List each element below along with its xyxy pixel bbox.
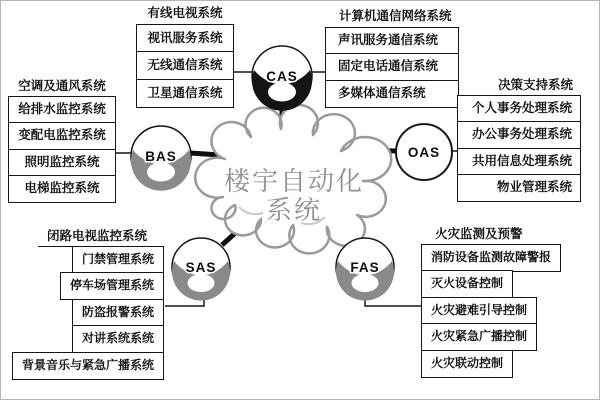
group-cas-left [136,4,234,108]
system-box: 共用信息处理系统 [457,148,581,176]
group-bas [8,77,116,203]
node-bas-label: BAS [145,149,177,164]
system-box: 火灾避难引导控制 [421,297,537,325]
system-box: 对讲系统系统 [72,325,164,353]
node-bas [131,126,191,191]
system-box: 办公事务处理系统 [457,121,581,149]
group-title: 空调及通风系统 [8,77,116,97]
system-box: 个人事务处理系统 [457,95,581,123]
node-fas-label: FAS [350,260,380,275]
system-box: 固定电话通信系统 [325,53,459,81]
system-box: 灭火设备控制 [421,270,513,298]
system-box: 消防设备监测故障警报 [421,244,561,272]
cloud-label [204,167,384,225]
bas-sphere-highlight [147,163,175,182]
system-box: 火灾联动控制 [421,350,513,378]
system-box: 视讯服务系统 [136,24,234,53]
fas-sphere-highlight [352,274,379,292]
node-sas [172,238,230,301]
group-fas [421,226,581,378]
system-box: 电梯监控系统 [8,175,116,203]
system-box: 背景音乐与紧急广播系统 [12,352,164,380]
system-box: 无线通信系统 [136,51,234,80]
node-cas-label: CAS [266,69,298,84]
system-box: 防盗报警系统 [72,299,164,327]
group-title: 闭路电视监控系统 [38,228,156,247]
node-sas-label: SAS [185,260,217,275]
system-box: 卫星通信系统 [136,79,234,108]
group-title: 有线电视系统 [136,4,234,25]
system-box: 停车场管理系统 [60,272,164,300]
node-fas [336,238,394,301]
system-box: 物业管理系统 [457,174,581,202]
cas-sphere-highlight [268,83,296,102]
system-box: 门禁管理系统 [72,246,164,274]
node-oas-label: OAS [407,145,441,160]
system-box: 火灾紧急广播控制 [421,323,537,351]
cloud-label-line1: 楼宇自动化 [223,167,364,196]
system-box: 多媒体通信系统 [325,80,459,108]
group-cas-right [325,7,459,108]
cloud-label-line2: 系统 [265,196,322,225]
group-sas [6,228,164,380]
node-cas [252,46,312,111]
sas-sphere-highlight [188,274,215,292]
system-box: 给排水监控系统 [8,96,116,124]
group-title: 火灾监测及预警 [426,226,532,245]
group-oas [457,76,581,202]
group-title: 决策支持系统 [457,76,581,96]
group-title: 计算机通信网络系统 [325,7,459,28]
node-oas [396,124,452,180]
system-box: 声讯服务通信系统 [325,27,459,55]
system-box: 照明监控系统 [8,149,116,177]
system-box: 变配电监控系统 [8,122,116,150]
